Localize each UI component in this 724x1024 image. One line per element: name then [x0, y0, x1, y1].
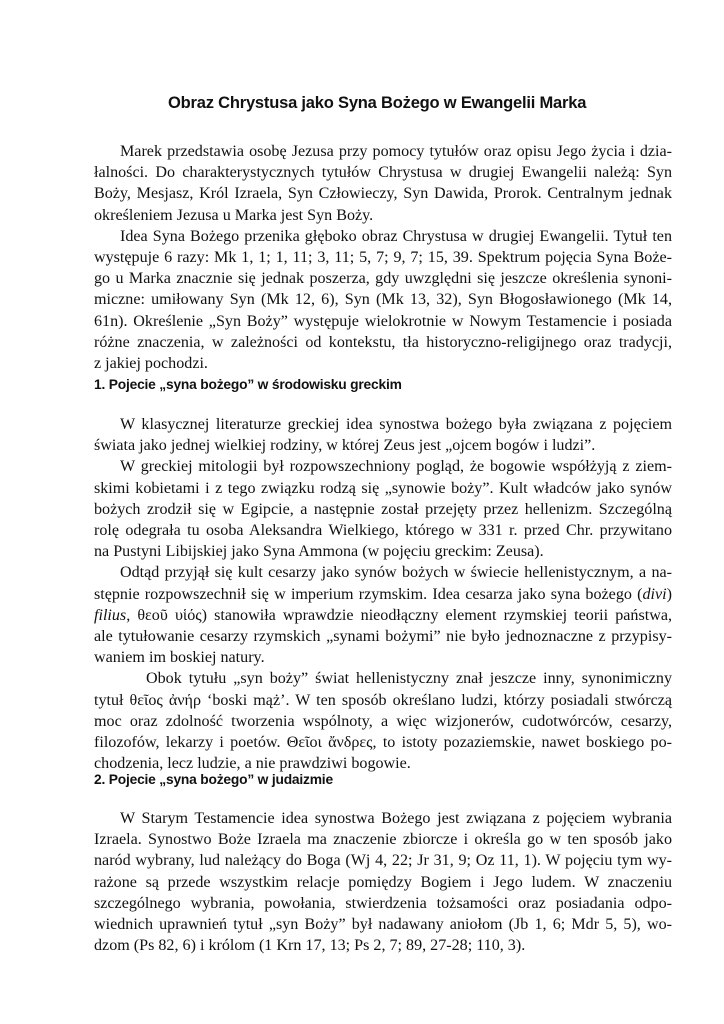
- text-line: różne znaczenia, w zależności od kontekstu, tła historyczno-religijnego oraz tradycji,: [94, 333, 672, 351]
- text-line: Boży, Mesjasz, Król Izraela, Syn Człowieczy, Syn Dawida, Prorok. Centralnym jednak: [94, 185, 672, 203]
- page-title: Obraz Chrystusa jako Syna Bożego w Ewangelii Marka: [168, 94, 587, 112]
- text-line: Marek przedstawia osobę Jezusa przy pomocy tytułów oraz opisu Jego życia i dzia-: [120, 143, 672, 160]
- text-line: szczególnego wybrania, powołania, stwierdzenia tożsamości oraz posiadania odpo-: [94, 894, 672, 912]
- text-line: go u Marka znacznie się jednak poszerza, gdy uwzględni się jeszcze określenia synoni-: [94, 270, 672, 288]
- text-line: występuje 6 razy: Mk 1, 1; 1, 11; 3, 11; 5, 7; 9, 7; 15, 39. Spektrum pojęcia Syna Boże-: [94, 248, 672, 266]
- section-1-paragraph-1: [94, 414, 672, 456]
- text-line: stępnie rozpowszechnił się w imperium rzymskim. Idea cesarza jako syna bożego (divi): [94, 585, 672, 603]
- text-line: W greckiej mitologii był rozpowszechniony pogląd, że bogowie współżyją z ziem-: [120, 458, 672, 476]
- section-1-paragraph-3: [94, 562, 672, 668]
- section-2-paragraph-1: [94, 808, 672, 956]
- text-line: filius, θεοῦ υἱός) stanowiła wprawdzie nieodłączny element rzymskiej teorii państwa,: [94, 606, 672, 624]
- text-line: chodzenia, lecz ludzie, a nie prawdziwi bogowie.: [94, 755, 411, 773]
- text-line: bożych zrodził się w Egipcie, a następnie został przejęty przez hellenizm. Szczególną: [94, 500, 672, 518]
- text-line: określeniem Jezusa u Marka jest Syn Boży.: [94, 206, 374, 224]
- text-line: filozofów, lekarzy i poetów. Θεῖοι ἄνδρες, to istoty pozaziemskie, nawet boskiego po-: [94, 733, 672, 751]
- text-line: skimi kobietami i z tego związku rodzą się „synowie boży”. Kult władców jako synów: [94, 479, 672, 497]
- section-1-heading: 1. Pojecie „syna bożego” w środowisku greckim: [94, 377, 402, 392]
- text-line: moc oraz zdolność tworzenia wspólnoty, a więc wizjonerów, cudotwórców, cesarzy,: [94, 712, 672, 730]
- text-line: Idea Syna Bożego przenika głęboko obraz Chrystusa w drugiej Ewangelii. Tytuł ten: [120, 227, 672, 245]
- text-line: rolę odegrała tu osoba Aleksandra Wielkiego, którego w 331 r. przed Chr. przywitano: [94, 521, 672, 539]
- text-line: miczne: umiłowany Syn (Mk 12, 6), Syn (Mk 13, 32), Syn Błogosławionego (Mk 14,: [94, 291, 672, 309]
- text-line: W klasycznej literaturze greckiej idea synostwa bożego była związana z pojęciem: [120, 416, 672, 433]
- text-line: 61n). Określenie „Syn Boży” występuje wielokrotnie w Nowym Testamencie i posiada: [94, 312, 672, 330]
- text-line: świata jako jednej wielkiej rodziny, w której Zeus jest „ojcem bogów i ludzi”.: [94, 437, 596, 455]
- text-line: Izraela. Synostwo Boże Izraela ma znaczenie zbiorcze i określa go w ten sposób jako: [94, 831, 672, 849]
- text-line: rażone są przede wszystkim relacje pomiędzy Bogiem i Jego ludem. W znaczeniu: [94, 873, 672, 891]
- intro-paragraph-1: [94, 141, 672, 226]
- text-line: łalności. Do charakterystycznych tytułów Chrystusa w drugiej Ewangelii należą: Syn: [94, 164, 672, 182]
- text-line: dzom (Ps 82, 6) i królom (1 Krn 17, 13; Ps 2, 7; 89, 27-28; 110, 3).: [94, 937, 526, 955]
- text-line: W Starym Testamencie idea synostwa Bożego jest związana z pojęciem wybrania: [120, 810, 672, 827]
- section-1-paragraph-4: [94, 668, 672, 774]
- text-line: z jakiej pochodzi.: [94, 354, 208, 372]
- text-line: tytuł θεῖος ἀνήρ ‘boski mąż’. W ten sposób określano ludzi, którzy posiadali stwórczą: [94, 691, 672, 709]
- section-2-heading: 2. Pojecie „syna bożego” w judaizmie: [94, 772, 333, 787]
- text-line: wiednich uprawnień tytuł „syn Boży” był nadawany aniołom (Jb 1, 6; Mdr 5, 5), wo-: [94, 915, 672, 933]
- text-line: waniem im boskiej natury.: [94, 649, 265, 667]
- text-line: na Pustyni Libijskiej jako Syna Ammona (w pojęciu greckim: Zeusa).: [94, 543, 544, 561]
- text-line: Obok tytułu „syn boży” świat hellenistyczny znał jeszcze inny, synonimiczny: [146, 670, 672, 688]
- text-line: ale tytułowanie cesarzy rzymskich „synami bożymi” nie było jednoznaczne z przypisy-: [94, 627, 672, 645]
- section-1-paragraph-2: [94, 456, 672, 562]
- text-line: naród wybrany, lud należący do Boga (Wj 4, 22; Jr 31, 9; Oz 11, 1). W pojęciu tym wy-: [94, 852, 672, 870]
- text-line: Odtąd przyjął się kult cesarzy jako synów bożych w świecie hellenistycznym, a na-: [120, 564, 672, 582]
- intro-paragraph-2: [94, 226, 672, 374]
